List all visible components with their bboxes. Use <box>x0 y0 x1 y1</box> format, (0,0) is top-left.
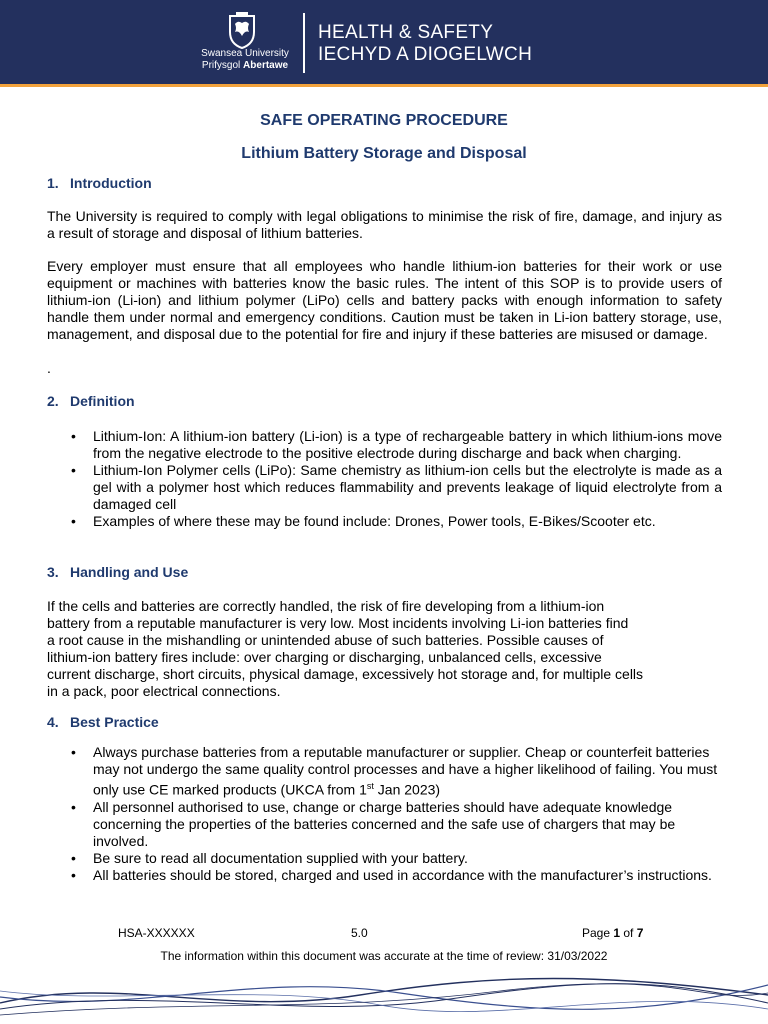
crest-icon <box>224 10 260 50</box>
intro-paragraph-2: Every employer must ensure that all employees who handle lithium-ion batteries for their work or use equipment or machines with batteries know the basic rules. The intent of this SOP is to provide users of lithium-ion (Li-ion) and lithium polymer (LiPo) cells and battery packs with enough information to safety handle them under normal and emergency conditions. Caution must be taken in Li-ion battery storage, use, management, and disposal due to the potential for fire and injury if these batteries are misused or damage. <box>47 258 722 342</box>
best-practice-list <box>47 744 722 884</box>
section-heading-best-practice <box>47 714 159 730</box>
section-heading-definition <box>47 393 135 409</box>
handling-line: current discharge, short circuits, physical damage, excessively hot storage and, for multiple cells <box>47 666 644 682</box>
intro-paragraph-1: The University is required to comply with legal obligations to minimise the risk of fire, damage, and injury as a result of storage and disposal of lithium batteries. <box>47 208 722 241</box>
health-safety-title <box>318 22 532 66</box>
section-title: Best Practice <box>70 714 159 730</box>
footer-page-number: Page 1 of 7 <box>582 926 644 940</box>
section-heading-handling <box>47 564 188 580</box>
section-title: Handling and Use <box>70 564 189 580</box>
handling-line: a root cause in the mishandling or unintended abuse of such batteries. Possible causes of <box>47 632 604 648</box>
handling-line: lithium-ion battery fires include: over charging or discharging, unbalanced cells, excessive <box>47 649 602 665</box>
section-title: Definition <box>70 393 135 409</box>
university-name <box>200 48 290 72</box>
header-divider <box>303 13 305 73</box>
section-heading-introduction <box>47 175 152 191</box>
best-practice-item-purchase: • Always purchase batteries from a reputable manufacturer or supplier. Cheap or counterfeit batteries may not undergo the same quality control processes and have a higher likelihood of failing. You must only use CE marked products (UKCA from 1st Jan 2023) <box>47 744 722 799</box>
document-title: SAFE OPERATING PROCEDURE <box>260 112 508 129</box>
definition-item-examples: • Examples of where these may be found include: Drones, Power tools, E-Bikes/Scooter etc. <box>47 513 722 530</box>
handling-line: If the cells and batteries are correctly handled, the risk of fire developing from a lithium-ion <box>47 598 605 614</box>
best-practice-item-storage: • All batteries should be stored, charged and used in accordance with the manufacturer’s instructions. <box>47 867 722 884</box>
definition-list <box>47 428 722 530</box>
university-name-welsh: Prifysgol Abertawe <box>201 60 289 71</box>
section-number: 4. <box>47 714 59 730</box>
footer-wave-graphic <box>0 965 768 1024</box>
best-practice-item-personnel: • All personnel authorised to use, change or charge batteries should have adequate knowledge concerning the properties of the batteries concerned and the safe use of chargers that may be involved. <box>47 799 722 850</box>
header-banner <box>0 0 768 84</box>
stray-mark: . <box>47 360 51 376</box>
handling-paragraph <box>47 598 722 700</box>
section-number: 1. <box>47 175 59 191</box>
definition-item-lipo: • Lithium-Ion Polymer cells (LiPo): Same chemistry as lithium-ion cells but the electrolyte is made as a gel with a polymer host which reduces flammability and prevents leakage of liquid electrolyte from a damaged cell <box>47 462 722 513</box>
title-english: HEALTH & SAFETY <box>318 22 494 43</box>
header-accent-rule <box>0 84 768 87</box>
definition-item-li-ion: • Lithium-Ion: A lithium-ion battery (Li-ion) is a type of rechargeable battery in which lithium-ions move from the negative electrode to the positive electrode during discharge and back when charging. <box>47 428 722 462</box>
section-title: Introduction <box>70 175 152 191</box>
title-welsh: IECHYD A DIOGELWCH <box>318 44 533 65</box>
document-subtitle: Lithium Battery Storage and Disposal <box>241 145 527 162</box>
handling-line: battery from a reputable manufacturer is very low. Most incidents involving Li-ion batteries find <box>47 615 629 631</box>
section-number: 2. <box>47 393 59 409</box>
handling-line: in a pack, poor electrical connections. <box>47 683 281 699</box>
footer-review-note: The information within this document was accurate at the time of review: 31/03/2022 <box>160 949 608 963</box>
university-name-english: Swansea University <box>201 48 289 59</box>
footer-doc-ref: HSA-XXXXXX <box>118 926 195 940</box>
best-practice-item-documentation: • Be sure to read all documentation supplied with your battery. <box>47 850 722 867</box>
footer-version: 5.0 <box>351 926 368 940</box>
section-number: 3. <box>47 564 59 580</box>
